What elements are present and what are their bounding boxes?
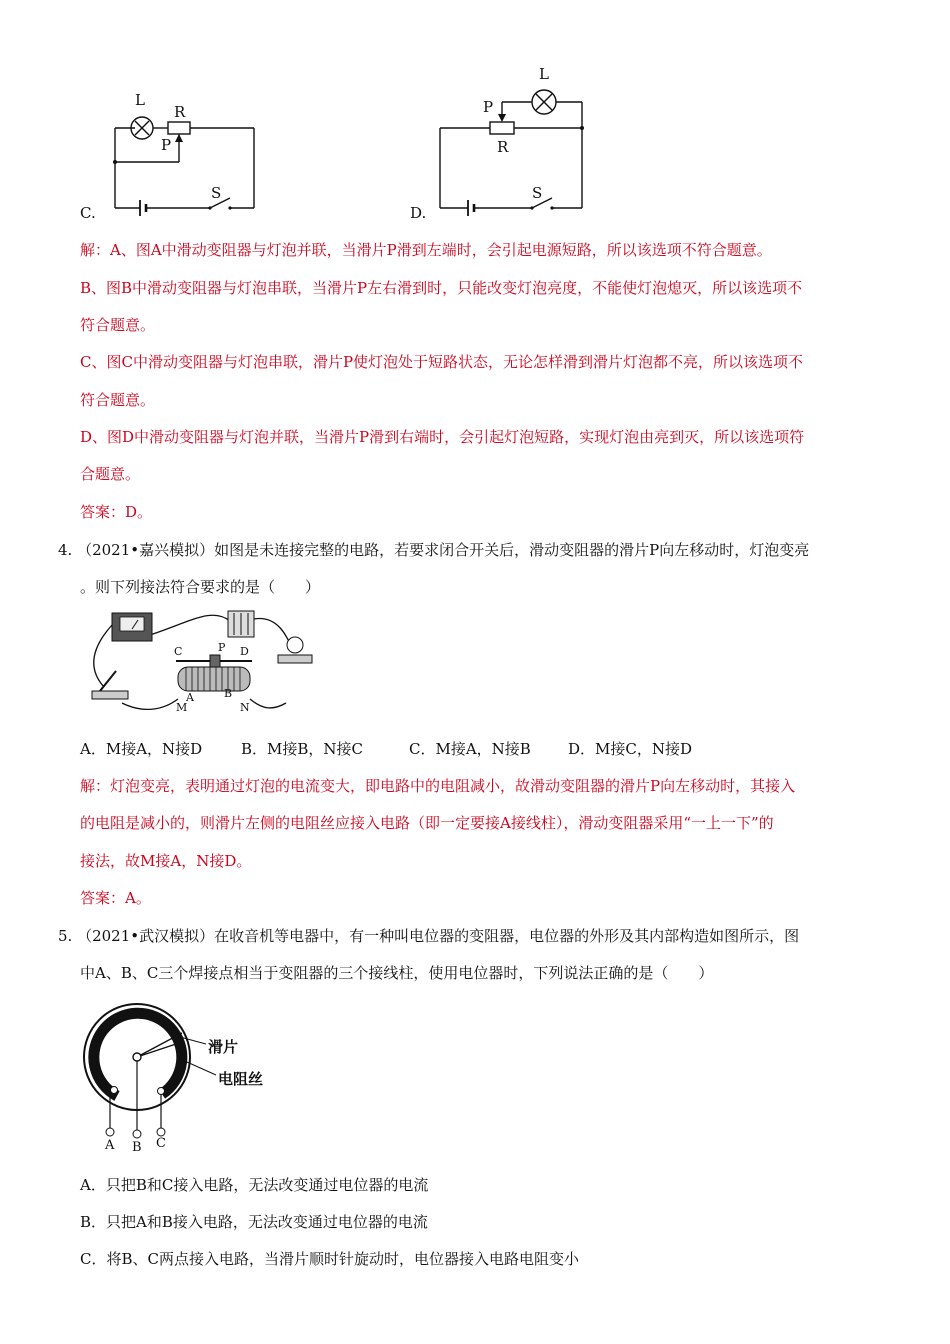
wire-m-label: M — [176, 701, 188, 714]
terminal-a-label: A — [105, 1138, 115, 1153]
solution-line: C、图C中滑动变阻器与灯泡串联，滑片P使灯泡处于短路状态，无论怎样滑到滑片灯泡都不亮，所以该选项不 — [80, 353, 804, 371]
bulb-base — [278, 655, 312, 663]
slider-label: P — [161, 136, 172, 154]
switch-label: S — [532, 184, 543, 202]
terminal-b-label: B — [224, 687, 233, 700]
rheostat-symbol — [168, 122, 190, 134]
option-label-c: C. — [80, 204, 96, 222]
solution-line: 符合题意。 — [80, 316, 156, 334]
question-stem: 4. （2021•嘉兴模拟）如图是未连接完整的电路，若要求闭合开关后，滑动变阻器的滑片P向左移动时，灯泡变亮 — [58, 541, 810, 559]
terminal-c-label: C — [156, 1136, 166, 1151]
option-c[interactable]: C．M接A，N接B — [409, 740, 531, 758]
switch-base — [92, 691, 128, 699]
terminal-c — [157, 1128, 165, 1136]
solution-line: 接法，故M接A，N接D。 — [80, 852, 252, 870]
solution-line: 解：灯泡变亮，表明通过灯泡的电流变大，即电路中的电阻减小，故滑动变阻器的滑片P向左移动时，其接入 — [80, 777, 796, 795]
terminal-c-label: C — [174, 645, 183, 658]
terminal-a — [106, 1128, 114, 1136]
solution-line: B、图B中滑动变阻器与灯泡串联，当滑片P左右滑到时，只能改变灯泡亮度，不能使灯泡熄灭，所以该选项不 — [80, 279, 803, 297]
lamp-label: L — [539, 65, 549, 83]
answer-line: 答案：D。 — [80, 503, 153, 521]
q4-figure — [82, 605, 332, 720]
option-d[interactable]: D．M接C，N接D — [568, 740, 693, 758]
option-b[interactable]: B．只把A和B接入电路，无法改变通过电位器的电流 — [80, 1213, 428, 1231]
solution-line: D、图D中滑动变阻器与灯泡并联，当滑片P滑到右端时，会引起灯泡短路，实现灯泡由亮到灭，所以该选项符 — [80, 428, 805, 446]
rheostat-label: R — [174, 103, 186, 121]
option-a[interactable]: A．M接A，N接D — [80, 740, 203, 758]
rheostat-coil — [178, 667, 250, 691]
solution-line: 的电阻是减小的，则滑片左侧的电阻丝应接入电路（即一定要接A接线柱），滑动变阻器采用“一上一下”的 — [80, 814, 774, 832]
resistance-wire-label: 电阻丝 — [218, 1070, 264, 1088]
bulb — [287, 637, 303, 653]
solution-line: 解：A、图A中滑动变阻器与灯泡并联，当滑片P滑到左端时，会引起电源短路，所以该选项不符合题意。 — [80, 241, 772, 259]
figure-c — [78, 88, 278, 228]
circuit-illustration — [82, 605, 332, 720]
option-c[interactable]: C．将B、C两点接入电路，当滑片顺时针旋动时，电位器接入电路电阻变小 — [80, 1250, 579, 1268]
question-stem: 。则下列接法符合要求的是（ ） — [80, 578, 321, 596]
slider-p-label: P — [218, 641, 226, 654]
rheostat-symbol — [490, 122, 514, 134]
question-stem: 5. （2021•武汉模拟）在收音机等电器中，有一种叫电位器的变阻器，电位器的外形及其内部构造如图所示，图 — [58, 927, 800, 945]
question-stem: 中A、B、C三个焊接点相当于变阻器的三个接线柱，使用电位器时，下列说法正确的是（ ） — [80, 964, 714, 982]
option-a[interactable]: A．只把B和C接入电路，无法改变通过电位器的电流 — [80, 1176, 429, 1194]
terminal-d-label: D — [240, 645, 249, 658]
slider-label: P — [483, 98, 494, 116]
switch-label: S — [211, 184, 222, 202]
lamp-label: L — [135, 91, 145, 109]
figure-d — [408, 62, 608, 228]
terminal-a-label: A — [186, 691, 194, 704]
rheostat-label: R — [497, 138, 509, 156]
terminal-b-label: B — [132, 1140, 142, 1155]
solution-line: 合题意。 — [80, 465, 141, 483]
answer-line: 答案：A。 — [80, 889, 151, 907]
option-b[interactable]: B．M接B，N接C — [241, 740, 364, 758]
solution-line: 符合题意。 — [80, 391, 156, 409]
slider-label: 滑片 — [208, 1038, 239, 1056]
terminal-b — [133, 1130, 141, 1138]
q5-figure — [82, 1000, 292, 1160]
wire-n-label: N — [240, 701, 250, 714]
option-label-d: D. — [410, 204, 427, 222]
